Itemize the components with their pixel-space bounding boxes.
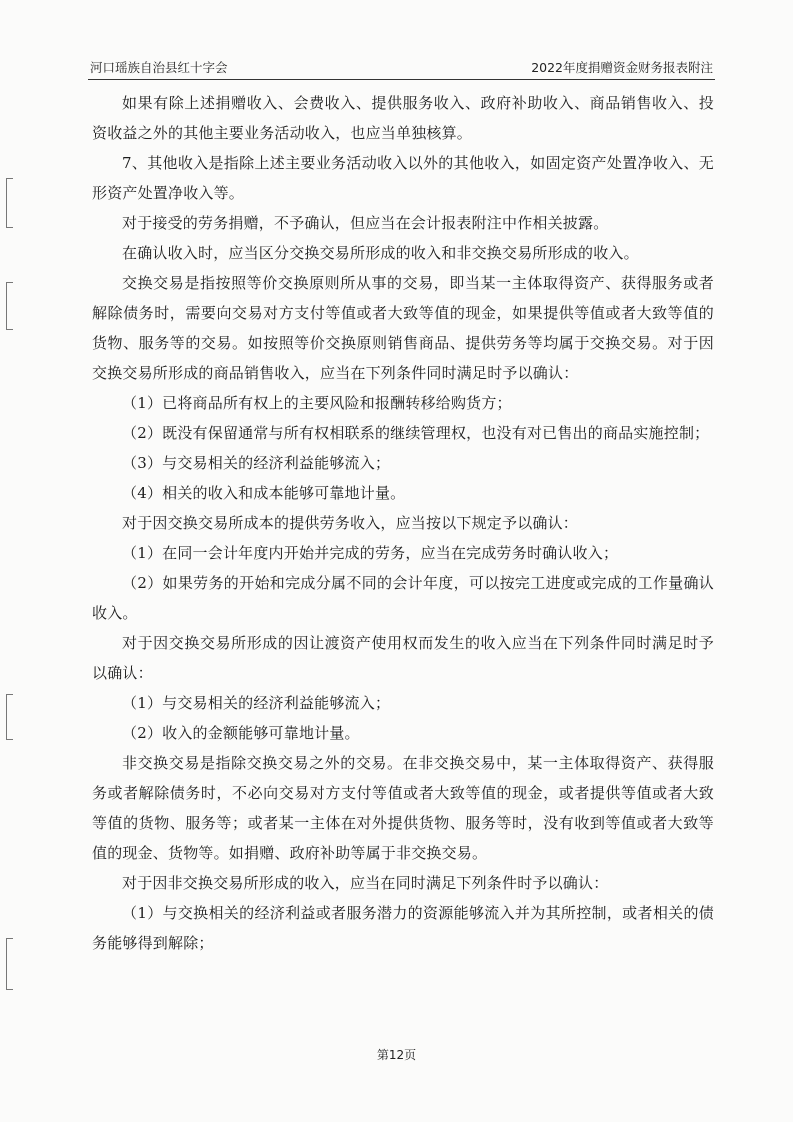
list-item: （2）收入的金额能够可靠地计量。: [122, 724, 360, 742]
paragraph-asset-use-right: 对于因交换交易所形成的因让渡资产使用权而发生的收入应当在下列条件同时满足时予以确认：: [92, 634, 714, 682]
list-item: （2）既没有保留通常与所有权相联系的继续管理权，也没有对已售出的商品实施控制；: [122, 424, 710, 442]
paragraph-service-income: 对于因交换交易所成本的提供劳务收入，应当按以下规定予以确认：: [122, 514, 579, 532]
binding-mark: [6, 694, 13, 740]
list-item: （3）与交易相关的经济利益能够流入；: [122, 454, 391, 472]
header-organization: 河口瑶族自治县红十字会: [90, 60, 228, 75]
page-header: [88, 55, 715, 80]
paragraph-other-main-income: 如果有除上述捐赠收入、会费收入、提供服务收入、政府补助收入、商品销售收入、投资收益之外的其他主要业务活动收入，也应当单独核算。: [92, 94, 714, 142]
header-document-title: 2022年度捐赠资金财务报表附注: [531, 60, 713, 75]
list-item: （1）与交易相关的经济利益能够流入；: [122, 694, 391, 712]
paragraph-labor-donation: 对于接受的劳务捐赠，不予确认，但应当在会计报表附注中作相关披露。: [122, 214, 609, 232]
binding-mark: [6, 178, 13, 228]
paragraph-non-exchange-recognition: 对于因非交换交易所形成的收入，应当在同时满足下列条件时予以确认：: [122, 874, 609, 892]
list-item: （1）与交换相关的经济利益或者服务潜力的资源能够流入并为其所控制，或者相关的债务能够得到解除；: [92, 904, 714, 952]
binding-mark: [6, 282, 13, 330]
binding-mark: [6, 938, 13, 990]
paragraph-exchange-transaction: 交换交易是指按照等价交换原则所从事的交易，即当某一主体取得资产、获得服务或者解除债务时，需要向交易对方支付等值或者大致等值的现金，如果提供等值或者大致等值的货物、服务等的交易。如按照等价交换原则销售商品、提供劳务等均属于交换交易。对于因交换交易所形成的商品销售收入，应当在下列条件同时满足时予以确认：: [92, 274, 714, 382]
list-item: （4）相关的收入和成本能够可靠地计量。: [122, 484, 406, 502]
list-item: （2）如果劳务的开始和完成分属不同的会计年度，可以按完工进度或完成的工作量确认收入。: [92, 574, 714, 622]
paragraph-income-distinction: 在确认收入时，应当区分交换交易所形成的收入和非交换交易所形成的收入。: [122, 244, 639, 262]
list-item: （1）已将商品所有权上的主要风险和报酬转移给购货方；: [122, 394, 512, 412]
document-body: [92, 88, 714, 958]
page-number: 第12页: [376, 1048, 417, 1062]
paragraph-other-income: 7、其他收入是指除上述主要业务活动收入以外的其他收入，如固定资产处置净收入、无形资产处置净收入等。: [92, 154, 714, 202]
paragraph-non-exchange-transaction: 非交换交易是指除交换交易之外的交易。在非交换交易中，某一主体取得资产、获得服务或者解除债务时，不必向交易对方支付等值或者大致等值的现金，或者提供等值或者大致等值的货物、服务等；或者某一主体在对外提供货物、服务等时，没有收到等值或者大致等值的现金、货物等。如捐赠、政府补助等属于非交换交易。: [92, 754, 714, 862]
list-item: （1）在同一会计年度内开始并完成的劳务，应当在完成劳务时确认收入；: [122, 544, 619, 562]
